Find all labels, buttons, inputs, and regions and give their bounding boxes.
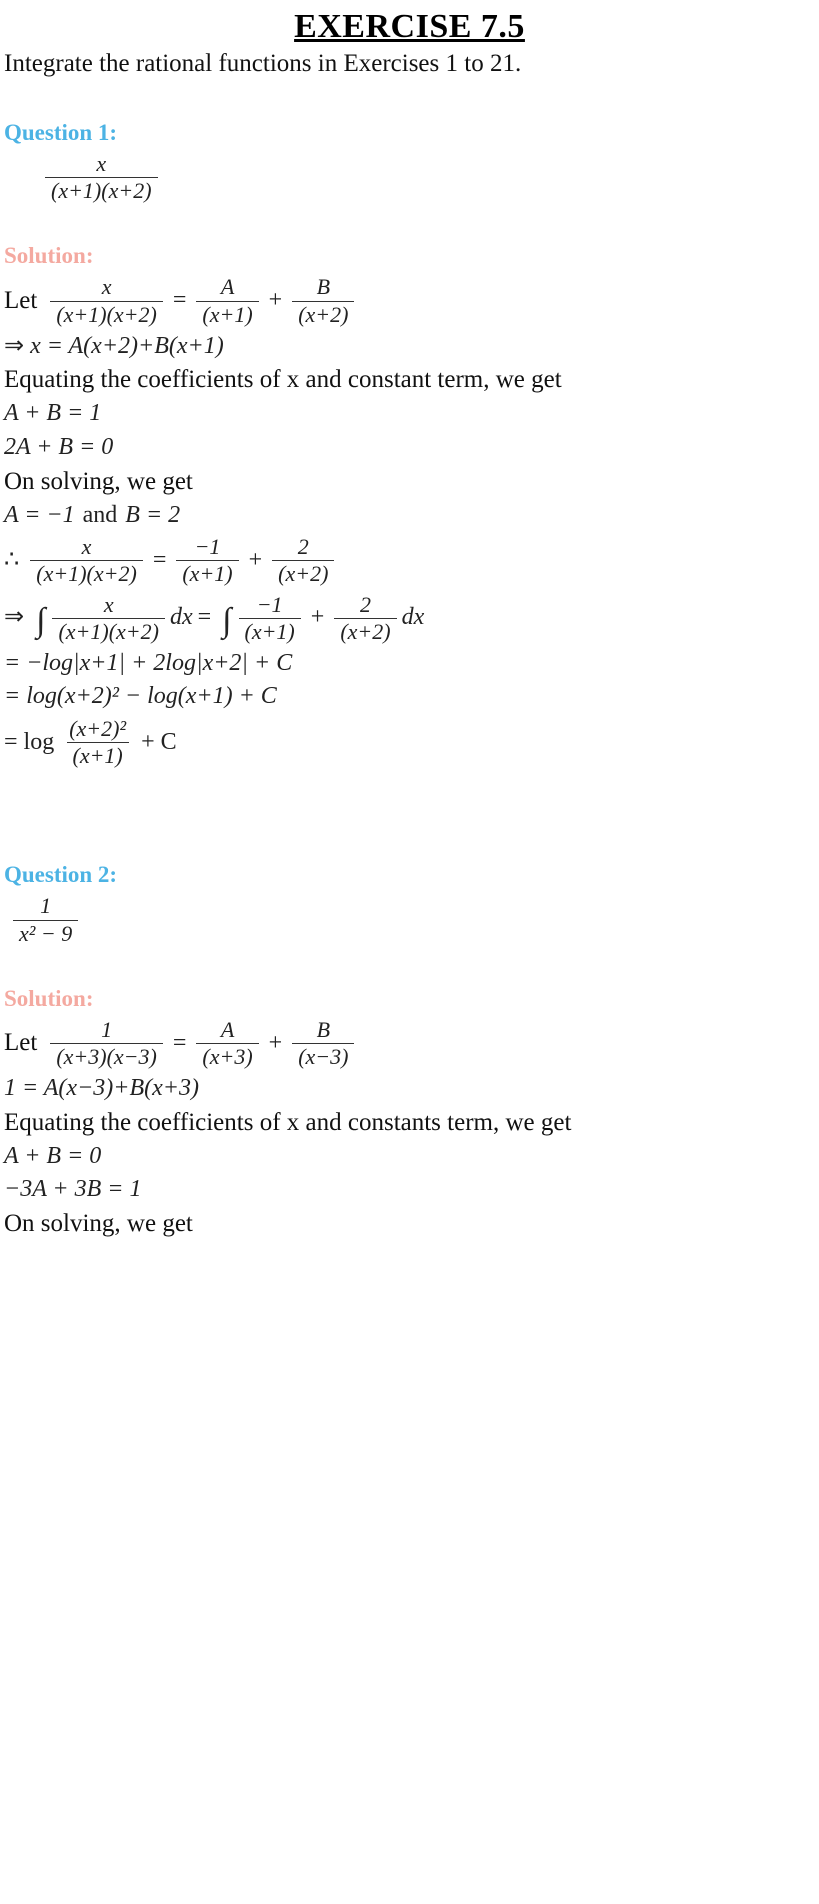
q1-identity-line [4,333,819,361]
q1-equation-1: A + B = 1 [4,400,102,427]
let-label: Let [4,286,38,314]
q1-let-lhs-num: x [101,274,112,300]
q2-let-rhs1-num: A [220,1016,235,1042]
q1-identity: x = A(x+2)+B(x+1) [30,332,224,359]
q1-int-dx-right: dx [401,604,425,631]
q1-let-rhs2-den: (x+2) [292,301,354,327]
q1-result-3-prefix: = log [4,728,55,755]
q1-equating-text: Equating the coefficients of x and constant term, we get [4,366,562,394]
q2-let-lhs-num: 1 [101,1016,113,1042]
q1-on-solving-text: On solving, we get [4,467,193,495]
plus-sign: + [310,604,325,631]
q2-let-rhs2-den: (x−3) [292,1043,354,1069]
q1-result-3-suffix: + C [141,728,177,755]
q1-therefore-lhs-num: x [81,534,92,560]
q2-expr-denominator: x² − 9 [13,920,78,946]
q1-result-1: = −log|x+1| + 2log|x+2| + C [4,649,293,676]
question-2-heading: Question 2: [4,862,118,888]
document-page [0,6,819,1904]
q1-let-line [4,275,819,326]
intro-text: Integrate the rational functions in Exercises 1 to 21. [4,50,522,77]
q1-value-B: B = 2 [125,501,181,528]
q1-therefore-lhs-den: (x+1)(x+2) [30,560,143,586]
q1-result-3 [4,717,819,768]
q1-int-rhs1-num: −1 [256,591,283,617]
q2-let-rhs2-num: B [316,1016,331,1042]
q1-int-lhs-num: x [103,591,114,617]
implies-icon: ⇒ [4,332,25,359]
plus-sign: + [268,287,283,314]
solution-1-heading: Solution: [4,243,94,269]
page-title: EXERCISE 7.5 [294,8,525,45]
q1-therefore-rhs1-den: (x+1) [176,560,238,586]
q2-equating-text: Equating the coefficients of x and constants term, we get [4,1108,572,1136]
q2-equation-2: −3A + 3B = 1 [4,1176,142,1203]
q1-value-A: A = −1 [4,501,75,528]
q1-result-2: = log(x+2)² − log(x+1) + C [4,683,277,710]
let-label: Let [4,1029,38,1057]
q1-result-3-den: (x+1) [67,742,129,768]
implies-icon: ⇒ [4,604,25,631]
and-label: and [82,501,118,528]
q1-result-3-num: (x+2)² [69,716,127,742]
q1-therefore-line [4,535,819,586]
section-spacer [0,774,819,820]
q1-let-rhs1-num: A [220,274,235,300]
question-2-expression [8,894,819,945]
q2-identity-line: 1 = A(x−3)+B(x+3) [4,1075,199,1102]
q1-therefore-rhs2-den: (x+2) [272,560,334,586]
q1-integral-line [4,593,819,644]
q1-int-rhs2-num: 2 [359,591,371,617]
q1-let-rhs2-num: B [316,274,331,300]
therefore-icon: ∴ [4,547,20,574]
q1-int-lhs-den: (x+1)(x+2) [52,618,165,644]
equals-sign: = [197,604,212,631]
equals-sign: = [172,1029,187,1056]
q1-int-rhs2-den: (x+2) [334,618,396,644]
q1-expr-numerator: x [96,151,107,176]
q2-expr-numerator: 1 [40,893,52,919]
q1-therefore-rhs1-num: −1 [194,534,221,560]
q1-int-rhs1-den: (x+1) [239,618,301,644]
q2-let-lhs-den: (x+3)(x−3) [50,1043,163,1069]
q2-equation-1: A + B = 0 [4,1142,102,1169]
q2-on-solving-text: On solving, we get [4,1209,193,1237]
q1-therefore-rhs2-num: 2 [297,534,309,560]
question-1-expression [40,152,819,203]
integral-icon: ∫ [222,601,232,639]
q1-int-dx: dx [169,604,193,631]
equals-sign: = [172,287,187,314]
q1-expr-denominator: (x+1)(x+2) [45,177,158,203]
plus-sign: + [268,1029,283,1056]
plus-sign: + [248,547,263,574]
q1-equation-2: 2A + B = 0 [4,433,114,460]
integral-icon: ∫ [36,601,46,639]
q1-let-lhs-den: (x+1)(x+2) [50,301,163,327]
q2-let-rhs1-den: (x+3) [196,1043,258,1069]
q2-let-line [4,1018,819,1069]
q1-solution-values [4,502,819,530]
solution-2-heading: Solution: [4,985,94,1011]
equals-sign: = [152,547,167,574]
question-1-heading: Question 1: [4,120,118,145]
q1-let-rhs1-den: (x+1) [196,301,258,327]
